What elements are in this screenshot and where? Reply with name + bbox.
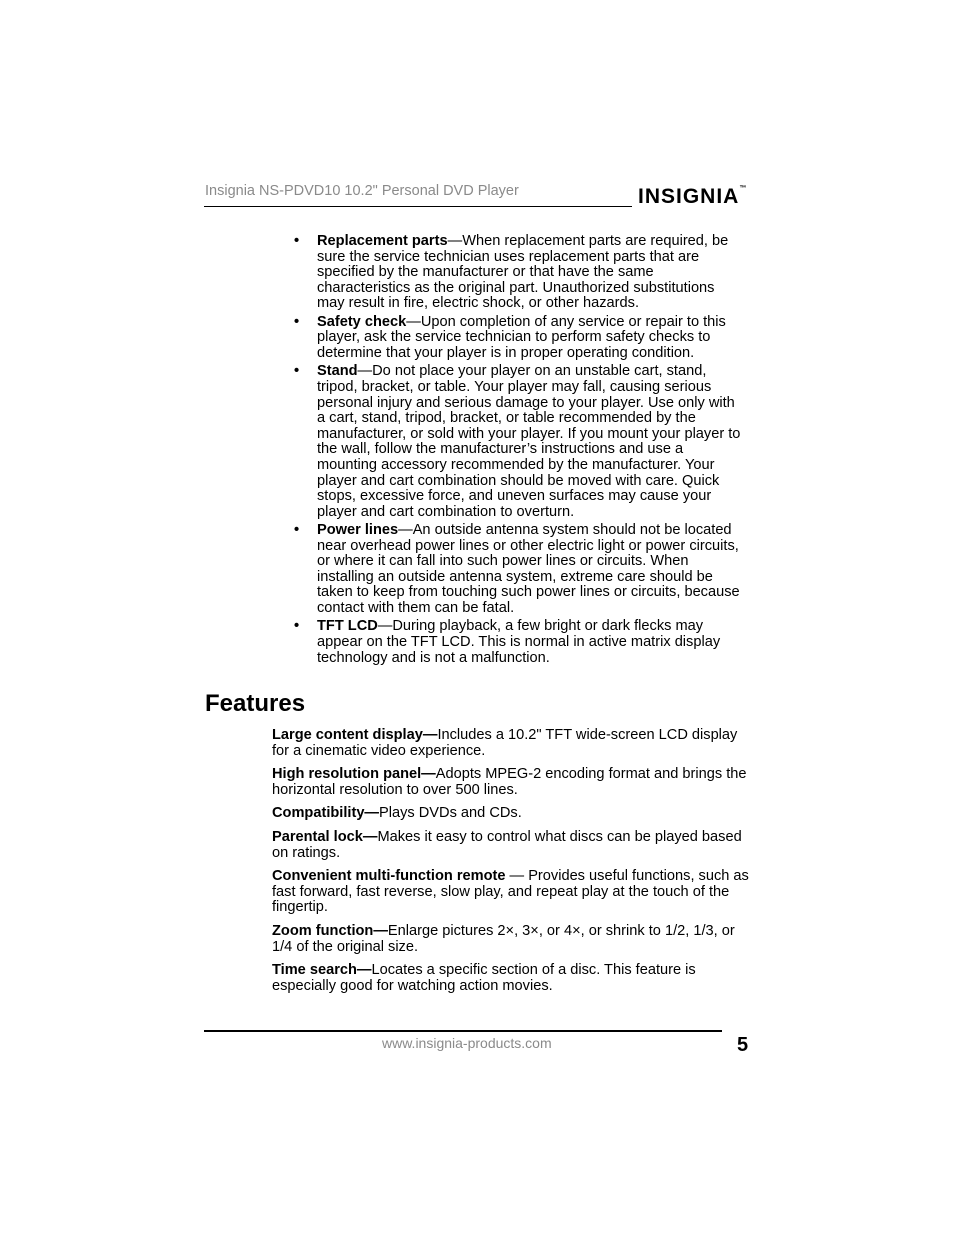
feature-text: Enlarge pictures 2×, 3×, or 4×, or shrink to 1/2, 1/3, or 1/4 of the original size. [272,922,735,955]
safety-bullet-list [294,234,746,669]
footer-divider [204,1030,722,1032]
bullet-text: —Do not place your player on an unstable cart, stand, tripod, bracket, or table. Your player may fall, causing serious personal injury and serious damage to your player. Use only with a cart, stand, tripod, bracket, or table recommended by the manufacturer, or sold with your player. If you mount your player to the wall, follow the manufacturer’s instructions and use a mounting accessory recommended by the manufacturer. Your player and cart combination should be moved with care. Quick stops, excessive force, and uneven surfaces may cause your player and cart combination to overturn. [317,363,741,520]
features-list [272,728,750,1002]
bullet-text: —During playback, a few bright or dark flecks may appear on the TFT LCD. This is normal in active matrix display technology and is not a malfunction. [317,618,721,666]
bullet-marker: • [294,313,300,330]
bullet-marker: • [294,618,300,635]
logo-trademark: ™ [739,185,747,192]
feature-item-high-resolution-panel [272,767,750,798]
feature-text: Adopts MPEG-2 encoding format and brings the horizontal resolution to over 500 lines. [272,766,747,798]
feature-term: Convenient multi-function remote [272,868,506,885]
bullet-marker: • [294,363,300,380]
footer-url: www.insignia-products.com [382,1035,552,1051]
feature-item-parental-lock [272,830,750,861]
bullet-item-stand [294,364,746,520]
feature-term: Compatibility— [272,805,380,822]
logo-wordmark: INSIGNIA [638,185,740,208]
feature-item-large-content-display [272,728,750,759]
feature-term: Zoom function— [272,922,388,939]
feature-item-zoom-function [272,924,750,955]
bullet-item-safety-check [294,315,746,362]
bullet-text: —Upon completion of any service or repair to this player, ask the service technician to perform safety checks to determine that your player is in proper operating condition. [317,313,726,361]
feature-term: Time search— [272,962,372,979]
header-divider [204,206,632,207]
running-header-title: Insignia NS-PDVD10 10.2" Personal DVD Player [205,183,519,199]
page-number: 5 [737,1034,749,1056]
feature-term: Large content display— [272,727,438,743]
bullet-item-tft-lcd [294,619,746,666]
bullet-text: —When replacement parts are required, be sure the service technician uses replacement parts that are specified by the manufacturer or that have the same characteristics as the original part. Unauthorized substitutions may result in fire, electric shock, or other hazards. [317,233,729,312]
feature-text: Includes a 10.2" TFT wide-screen LCD display for a cinematic video experience. [272,727,738,759]
bullet-text: —An outside antenna system should not be located near overhead power lines or other electric light or power circuits, or where it can fall into such power lines or circuits. When installing an outside antenna system, extreme care should be taken to keep from touching such power lines or circuits, because contact with them can be fatal. [317,522,740,617]
bullet-term: Power lines [317,522,399,539]
bullet-marker: • [294,522,300,539]
feature-item-multi-function-remote [272,869,750,916]
bullet-term: Replacement parts [317,233,448,249]
bullet-term: Stand [317,363,358,380]
feature-text: Locates a specific section of a disc. This feature is especially good for watching action movies. [272,962,696,994]
bullet-marker: • [294,233,300,249]
feature-item-time-search [272,963,750,994]
feature-text: Makes it easy to control what discs can be played based on ratings. [272,828,742,861]
features-heading: Features [205,690,306,717]
bullet-term: Safety check [317,313,407,330]
bullet-item-replacement-parts [294,234,746,312]
bullet-item-power-lines [294,523,746,617]
feature-text: Plays DVDs and CDs. [379,805,522,822]
insignia-logo [638,185,746,209]
feature-item-compatibility [272,806,750,822]
feature-term: High resolution panel— [272,766,436,783]
feature-text: — Provides useful functions, such as fast forward, fast reverse, slow play, and repeat play at the touch of the fingertip. [272,868,749,916]
feature-term: Parental lock— [272,828,378,845]
bullet-term: TFT LCD [317,618,378,635]
